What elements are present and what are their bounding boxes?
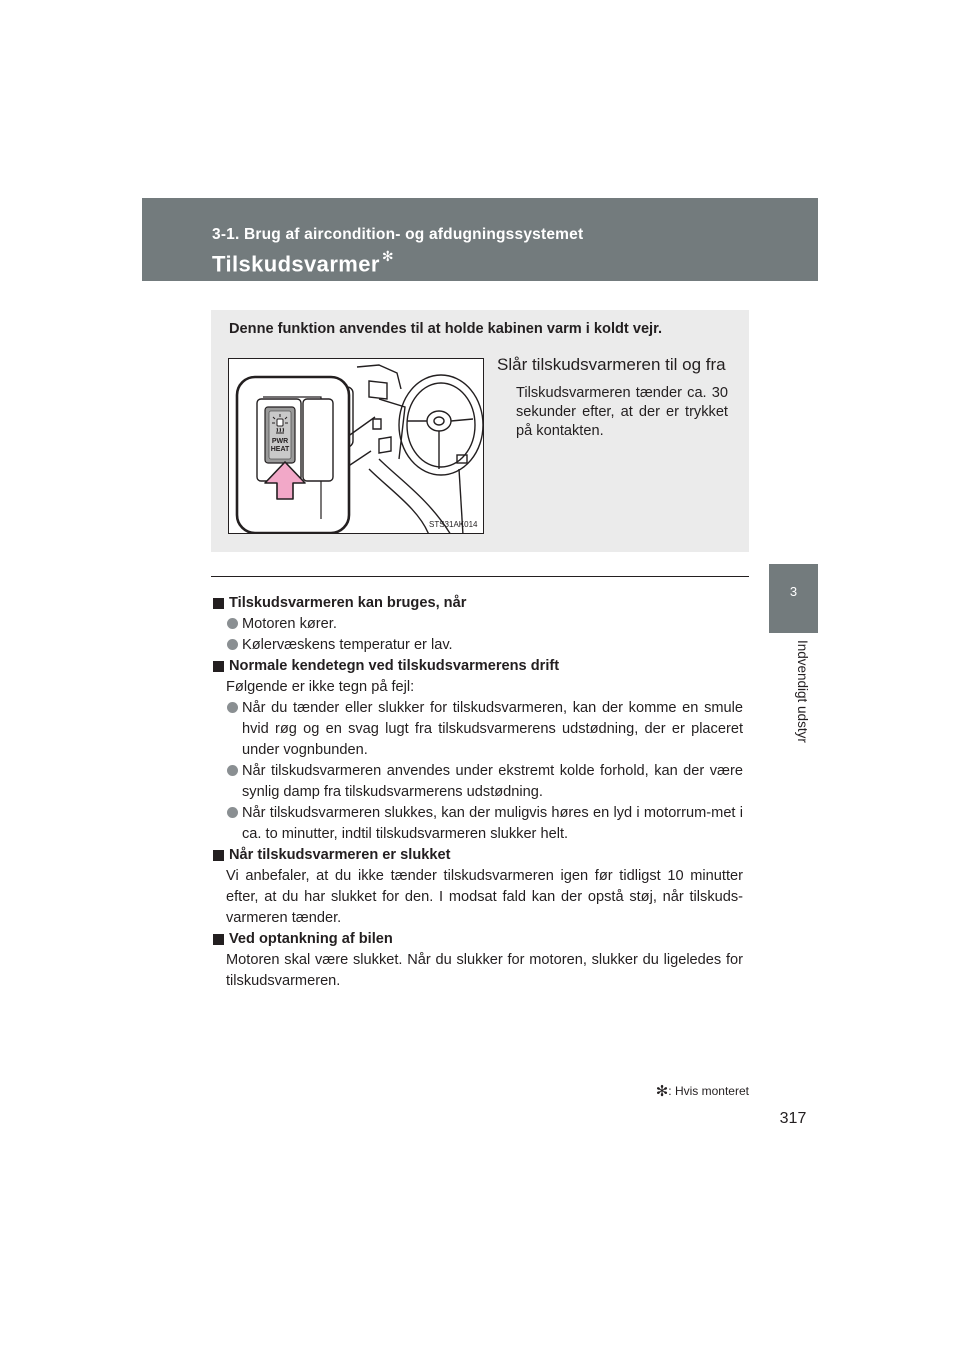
divider [211,576,749,577]
page-number: 317 [779,1110,807,1127]
heading-usage: Tilskudsvarmeren kan bruges, når [211,593,743,614]
heading-heater-off: Når tilskudsvarmeren er slukket [211,845,743,866]
page-title-text: Tilskudsvarmer [212,251,380,277]
chapter-tab-number: 3 [789,584,798,599]
heading-normal-signs: Normale kendetegn ved tilskudsvarmerens drift [211,656,743,677]
caption-title: Slår tilskudsvarmeren til og fra [497,355,726,374]
bullet-item: Når tilskudsvarmeren anvendes under ekstremt kolde forhold, kan der være synlig damp fra tilskudsvarmerens udstødning. [211,761,743,803]
title-asterisk: ✻ [381,248,394,264]
bullet-item: Når du tænder eller slukker for tilskudsvarmeren, kan der komme en smule hvid røg og en svag lugt fra tilskudsvarmerens udstødning, der er placeret under vognbunden. [211,698,743,761]
illustration-code: STS31AK014 [429,520,478,529]
switch-label-pwr: PWR [271,438,289,445]
footnote [656,1082,749,1100]
heading-refueling: Ved optankning af bilen [211,929,743,950]
bullet-item: Kølervæskens temperatur er lav. [211,635,743,656]
bullet-item: Motoren kører. [211,614,743,635]
footnote-text: : Hvis monteret [668,1084,749,1098]
bullet-item: Når tilskudsvarmeren slukkes, kan der muligvis høres en lyd i motorrum-met i ca. to minutter, indtil tilskudsvarmeren slukker helt. [211,803,743,845]
heater-switch-illustration [228,358,484,534]
page-title [212,250,394,277]
paragraph: Vi anbefaler, at du ikke tænder tilskudsvarmeren igen før tidligst 10 minutter efter, at du har slukket for den. I modsat fald kan der opstå støj, når tilskuds-varmeren tænder. [226,868,743,926]
chapter-tab-label: Indvendigt udstyr [795,640,810,743]
footnote-asterisk: ✻ [655,1083,669,1100]
paragraph: Følgende er ikke tegn på fejl: [226,679,415,695]
caption-body: Tilskudsvarmeren tænder ca. 30 sekunder efter, at der er trykket på kontakten. [516,385,728,439]
body-content [211,593,743,992]
section-title: 3-1. Brug af aircondition- og afdugningssystemet [212,226,584,243]
dashboard-drawing [229,359,484,534]
intro-text: Denne funktion anvendes til at holde kabinen varm i koldt vejr. [229,321,663,337]
paragraph: Motoren skal være slukket. Når du slukker for motoren, slukker du ligeledes for tilskudsvarmeren. [226,952,743,989]
switch-label-heat: HEAT [270,446,290,453]
